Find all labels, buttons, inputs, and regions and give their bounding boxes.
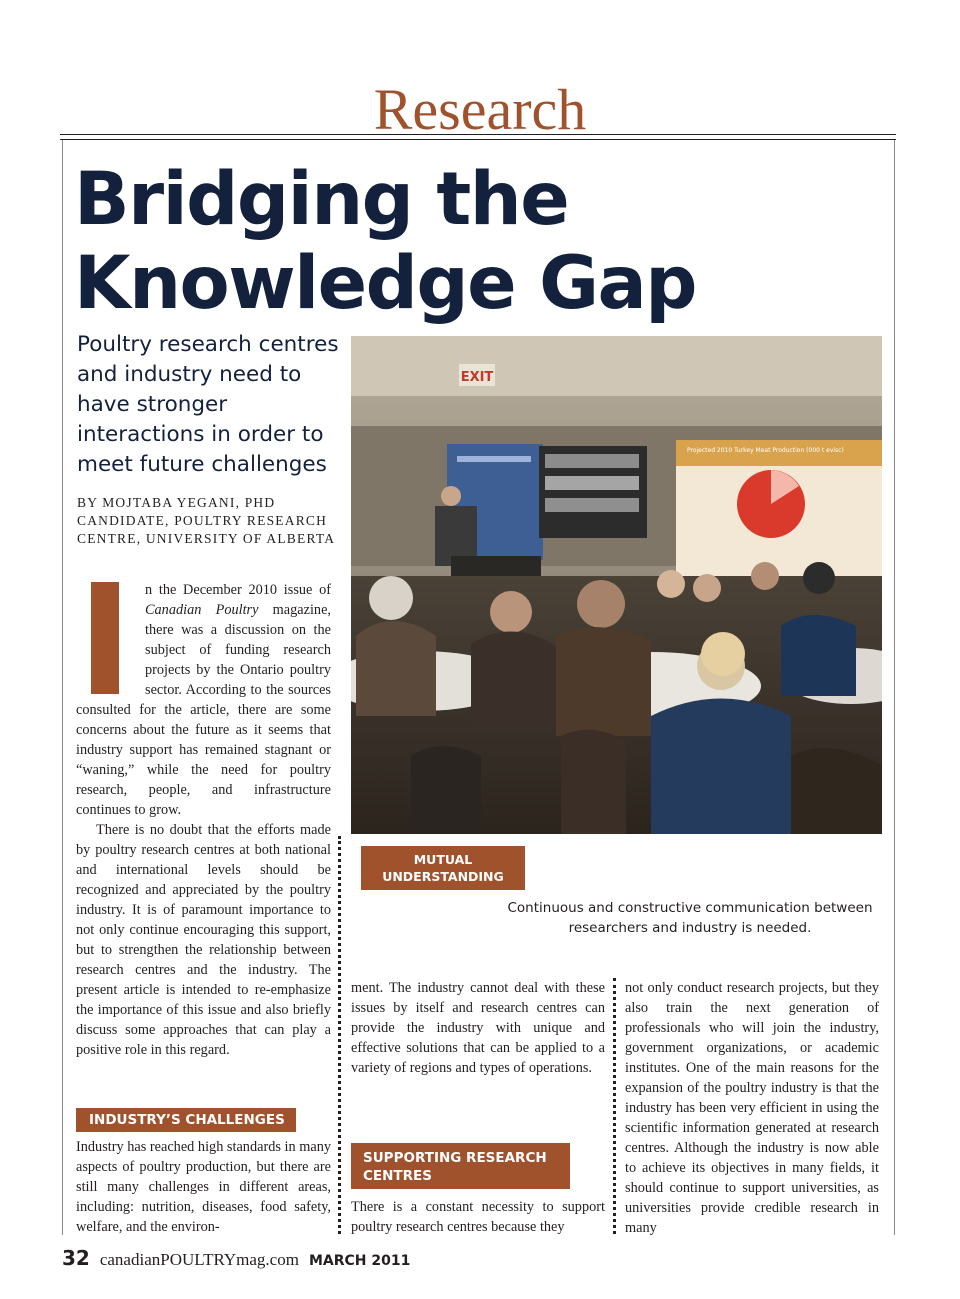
body-paragraph: Industry has reached high standards in many aspects of poultry production, but there are still many challenges in different areas, including: nutrition, diseases, food safety, welfare, and the environ- xyxy=(76,1139,331,1235)
body-paragraph: not only conduct research projects, but they also train the next generation of professionals who will join the industry, government organizations, or academic institutes. One of the main reasons for the expansion of the poultry industry is that the industry has been very efficient in using the scientific information generated at research centres. Although the industry is now able to achieve its objectives in many fields, it should continue to support universities, as universities provide credible research in many xyxy=(625,980,879,1236)
byline-line: BY MOJTABA YEGANI, PHD xyxy=(77,495,276,510)
magazine-name: Canadian Poultry xyxy=(145,602,259,618)
headline-line-1: Bridging the xyxy=(74,157,569,242)
column-divider-dots xyxy=(613,978,616,1234)
deck-line: interactions in order to xyxy=(77,422,324,447)
body-column-2-lower xyxy=(351,1197,605,1237)
byline-line: CANDIDATE, POULTRY RESEARCH xyxy=(77,513,328,528)
subhead-supporting-research: SUPPORTING RESEARCH CENTRES xyxy=(351,1143,570,1189)
deck-line: Poultry research centres xyxy=(77,332,339,357)
body-paragraph: There is a constant necessity to support poultry research centres because they xyxy=(351,1199,605,1235)
body-column-3 xyxy=(625,978,879,1238)
section-title: Research xyxy=(373,77,587,142)
body-paragraph: n the December 2010 issue of Canadian Poultry magazine, there was a discussion on the subject of funding research projects by the Ontario poultry sector. According to the sources consulted for the article, there are some concerns about the future as it seems that industry support has remained stagnant or “waning,” while the need for poultry research, people, and infrastructure continues to grow. xyxy=(76,582,331,818)
article-deck xyxy=(77,330,347,480)
conference-photo-illustration xyxy=(351,336,882,834)
sidebar-heading-box: MUTUAL UNDERSTANDING xyxy=(361,846,525,890)
frame-left-rule xyxy=(62,140,63,1235)
body-paragraph: There is no doubt that the efforts made by poultry research centres at both national and international levels should be recognized and appreciated by the poultry industry. It is of paramount importance to not only continue encouraging this support, but to strengthen the relationship between research centres and the industry. The present article is intended to re-emphasize the importance of this issue and also briefly discuss some approaches that can play a positive role in this regard. xyxy=(76,822,331,1058)
body-paragraph: ment. The industry cannot deal with these issues by itself and research centres can provide the industry with unique and effective solutions that can be applied to a variety of regions and types of operations. xyxy=(351,980,605,1076)
drop-cap xyxy=(91,582,119,694)
body-column-1-lower xyxy=(76,1137,331,1237)
article-headline xyxy=(74,158,874,326)
deck-line: meet future challenges xyxy=(77,452,327,477)
frame-right-rule xyxy=(894,140,895,1235)
header-rule-secondary xyxy=(60,139,896,140)
conference-photo xyxy=(351,336,882,834)
slide-title: Projected 2010 Turkey Meat Production (000 t evisc) xyxy=(687,447,844,454)
byline-line: CENTRE, UNIVERSITY OF ALBERTA xyxy=(77,531,336,546)
deck-line: and industry need to xyxy=(77,362,302,387)
header-rule xyxy=(60,134,896,135)
byline xyxy=(77,494,347,548)
footer-issue: MARCH 2011 xyxy=(308,1253,411,1269)
photo-caption: Continuous and constructive communication between researchers and industry is needed. xyxy=(507,900,873,936)
exit-sign-text: EXIT xyxy=(460,370,494,385)
column-divider-dots xyxy=(338,836,341,1234)
body-column-2 xyxy=(351,978,605,1078)
footer-website: canadianPOULTRYmag.com xyxy=(99,1250,299,1269)
page-footer xyxy=(62,1246,662,1272)
headline-line-2: Knowledge Gap xyxy=(74,241,697,326)
subhead-industry-challenges: INDUSTRY’S CHALLENGES xyxy=(76,1108,296,1132)
page-number: 32 xyxy=(62,1246,90,1270)
deck-line: have stronger xyxy=(77,392,228,417)
body-column-1 xyxy=(76,580,331,1060)
